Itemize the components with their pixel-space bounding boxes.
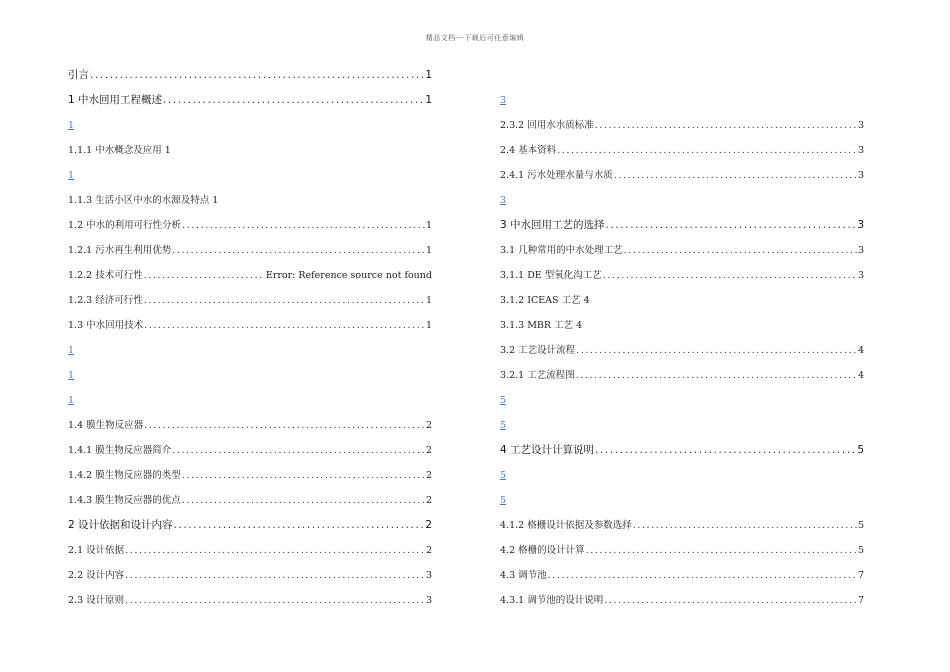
- toc-page-link[interactable]: [68, 163, 432, 188]
- toc-leader-dots: [174, 513, 425, 538]
- toc-entry-title: 1 中水回用工程概述: [68, 94, 163, 106]
- toc-entry-title: 2.3.2 回用水水质标准: [500, 120, 594, 131]
- toc-link-text[interactable]: 5: [500, 420, 507, 431]
- toc-entry[interactable]: [500, 563, 864, 588]
- toc-page-number: 1: [425, 220, 432, 231]
- toc-entry-title: 1.2.2 技术可行性: [68, 270, 143, 281]
- toc-entry-title: 1.4.1 膜生物反应器简介: [68, 445, 172, 456]
- toc-page-link[interactable]: [68, 338, 432, 363]
- toc-page-number: 7: [857, 595, 864, 606]
- toc-entry[interactable]: [68, 538, 432, 563]
- toc-entry[interactable]: [68, 238, 432, 263]
- toc-entry-title: 1.4 膜生物反应器: [68, 420, 144, 431]
- toc-entry[interactable]: [500, 338, 864, 363]
- toc-page-link[interactable]: [68, 388, 432, 413]
- toc-entry-title: 4.3 调节池: [500, 570, 547, 581]
- toc-leader-dots: [163, 88, 424, 113]
- toc-entry[interactable]: [500, 163, 864, 188]
- toc-entry[interactable]: [500, 213, 864, 238]
- toc-page-number: 1: [425, 94, 432, 106]
- toc-entry[interactable]: [500, 363, 864, 388]
- toc-entry[interactable]: [68, 438, 432, 463]
- toc-leader-dots: [182, 488, 425, 513]
- toc-plain-line: [68, 138, 432, 163]
- toc-plain-line: [68, 188, 432, 213]
- toc-page-number: 1: [425, 245, 432, 256]
- toc-page-number: 5: [857, 520, 864, 531]
- toc-page-number: 3: [857, 170, 864, 181]
- toc-entry[interactable]: [68, 288, 432, 313]
- toc-page-number: 7: [857, 570, 864, 581]
- toc-leader-dots: [586, 538, 857, 563]
- toc-leader-dots: [182, 463, 425, 488]
- toc-entry-title: 3.2.1 工艺流程图: [500, 370, 575, 381]
- toc-page-number: 2: [425, 420, 432, 431]
- toc-page-number: 2: [425, 495, 432, 506]
- toc-page-number: 3: [425, 595, 432, 606]
- toc-page-number: 3: [857, 270, 864, 281]
- toc-entry-title: 引言: [68, 69, 89, 81]
- toc-leader-dots: [125, 588, 425, 613]
- toc-page-number: 2: [425, 519, 432, 531]
- toc-entry-title: 3 中水回用工艺的选择: [500, 219, 605, 231]
- toc-leader-dots: [576, 363, 857, 388]
- toc-page-number: Error: Reference source not found: [265, 270, 432, 281]
- toc-entry[interactable]: [500, 138, 864, 163]
- toc-entry-title: 2 设计依据和设计内容: [68, 519, 173, 531]
- toc-right-column: [500, 88, 864, 613]
- toc-leader-dots: [624, 238, 857, 263]
- toc-leader-dots: [576, 338, 857, 363]
- toc-page-link[interactable]: [500, 413, 864, 438]
- toc-link-text[interactable]: 1: [68, 395, 75, 406]
- toc-entry-title: 3.1.1 DE 型氧化沟工艺: [500, 270, 602, 281]
- toc-left-column: [68, 63, 432, 613]
- toc-page-link[interactable]: [500, 488, 864, 513]
- toc-page-number: 3: [857, 245, 864, 256]
- toc-entry-title: 1.2.3 经济可行性: [68, 295, 143, 306]
- toc-leader-dots: [172, 238, 425, 263]
- toc-entry[interactable]: [68, 563, 432, 588]
- toc-leader-dots: [125, 563, 425, 588]
- toc-leader-dots: [595, 438, 856, 463]
- toc-page-link[interactable]: [500, 463, 864, 488]
- toc-entry[interactable]: [500, 588, 864, 613]
- toc-page-number: 3: [857, 145, 864, 156]
- toc-leader-dots: [603, 263, 857, 288]
- toc-entry[interactable]: [68, 463, 432, 488]
- toc-page-number: 2: [425, 545, 432, 556]
- toc-leader-dots: [595, 113, 857, 138]
- toc-page-number: 4: [857, 370, 864, 381]
- toc-entry[interactable]: [68, 213, 432, 238]
- toc-entry-title: 1.2 中水的利用可行性分析: [68, 220, 182, 231]
- toc-entry-title: 1.4.2 膜生物反应器的类型: [68, 470, 181, 481]
- toc-entry[interactable]: [500, 263, 864, 288]
- toc-entry[interactable]: [68, 263, 432, 288]
- toc-entry-title: 4.2 格栅的设计计算: [500, 545, 585, 556]
- toc-entry[interactable]: [68, 413, 432, 438]
- toc-leader-dots: [633, 513, 857, 538]
- toc-leader-dots: [606, 213, 857, 238]
- toc-link-text[interactable]: 1: [68, 370, 75, 381]
- toc-leader-dots: [557, 138, 857, 163]
- toc-page-number: 3: [425, 570, 432, 581]
- toc-leader-dots: [548, 563, 857, 588]
- toc-page-number: 3: [857, 219, 864, 231]
- toc-entry[interactable]: [68, 488, 432, 513]
- toc-entry[interactable]: [500, 538, 864, 563]
- toc-link-text[interactable]: 5: [500, 395, 507, 406]
- toc-link-text[interactable]: 1: [68, 170, 75, 181]
- toc-plain-text: 3.1.2 ICEAS 工艺 4: [500, 295, 590, 306]
- toc-entry-title: 2.4.1 污水处理水量与水质: [500, 170, 613, 181]
- toc-leader-dots: [604, 588, 857, 613]
- toc-entry-title: 4.1.2 格栅设计依据及参数选择: [500, 520, 632, 531]
- toc-page-link[interactable]: [500, 188, 864, 213]
- toc-entry[interactable]: [68, 513, 432, 538]
- toc-entry[interactable]: [500, 238, 864, 263]
- toc-entry-title: 3.1 几种常用的中水处理工艺: [500, 245, 623, 256]
- toc-entry-title: 4.3.1 调节池的设计说明: [500, 595, 604, 606]
- toc-link-text[interactable]: 5: [500, 470, 507, 481]
- toc-link-text[interactable]: 3: [500, 195, 507, 206]
- toc-entry[interactable]: [68, 588, 432, 613]
- toc-entry-title: 1.2.1 污水再生利用优势: [68, 245, 172, 256]
- toc-entry[interactable]: [500, 438, 864, 463]
- toc-entry[interactable]: [68, 63, 432, 88]
- toc-page-number: 1: [425, 69, 432, 81]
- toc-page-number: 5: [857, 545, 864, 556]
- toc-entry[interactable]: [500, 113, 864, 138]
- toc-page-number: 2: [425, 445, 432, 456]
- toc-page-link[interactable]: [500, 388, 864, 413]
- toc-page-number: 1: [425, 295, 432, 306]
- toc-entry-title: 1.3 中水回用技术: [68, 320, 144, 331]
- toc-entry-title: 2.3 设计原则: [68, 595, 125, 606]
- toc-entry[interactable]: [500, 513, 864, 538]
- toc-link-text[interactable]: 1: [68, 120, 75, 131]
- toc-leader-dots: [172, 438, 425, 463]
- toc-entry-title: 2.4 基本资料: [500, 145, 557, 156]
- toc-plain-text: 1.1.1 中水概念及应用 1: [68, 145, 171, 156]
- toc-entry-title: 2.2 设计内容: [68, 570, 125, 581]
- toc-leader-dots: [144, 313, 425, 338]
- toc-plain-line: [500, 288, 864, 313]
- toc-page-number: 2: [425, 470, 432, 481]
- toc-link-text[interactable]: 1: [68, 345, 75, 356]
- toc-entry-title: 2.1 设计依据: [68, 545, 125, 556]
- toc-leader-dots: [182, 213, 425, 238]
- toc-page-link[interactable]: [68, 113, 432, 138]
- toc-leader-dots: [614, 163, 857, 188]
- toc-leader-dots: [144, 263, 265, 288]
- toc-leader-dots: [90, 63, 424, 88]
- toc-entry[interactable]: [68, 313, 432, 338]
- toc-page-number: 4: [857, 345, 864, 356]
- toc-plain-text: 1.1.3 生活小区中水的水源及特点 1: [68, 195, 219, 206]
- toc-entry-title: 4 工艺设计计算说明: [500, 444, 595, 456]
- toc-link-text[interactable]: 5: [500, 495, 507, 506]
- toc-page-number: 3: [857, 120, 864, 131]
- toc-leader-dots: [144, 288, 425, 313]
- toc-entry-title: 1.4.3 膜生物反应器的优点: [68, 495, 181, 506]
- toc-entry[interactable]: [68, 88, 432, 113]
- toc-plain-line: [500, 313, 864, 338]
- toc-leader-dots: [144, 413, 425, 438]
- toc-page-link[interactable]: [68, 363, 432, 388]
- page-header: 精品文档---下载后可任意编辑: [425, 34, 525, 42]
- toc-plain-text: 3.1.3 MBR 工艺 4: [500, 320, 583, 331]
- toc-page-link[interactable]: [500, 88, 864, 113]
- toc-link-text[interactable]: 3: [500, 95, 507, 106]
- toc-entry-title: 3.2 工艺设计流程: [500, 345, 576, 356]
- toc-leader-dots: [125, 538, 425, 563]
- toc-page-number: 1: [425, 320, 432, 331]
- toc-page-number: 5: [857, 444, 864, 456]
